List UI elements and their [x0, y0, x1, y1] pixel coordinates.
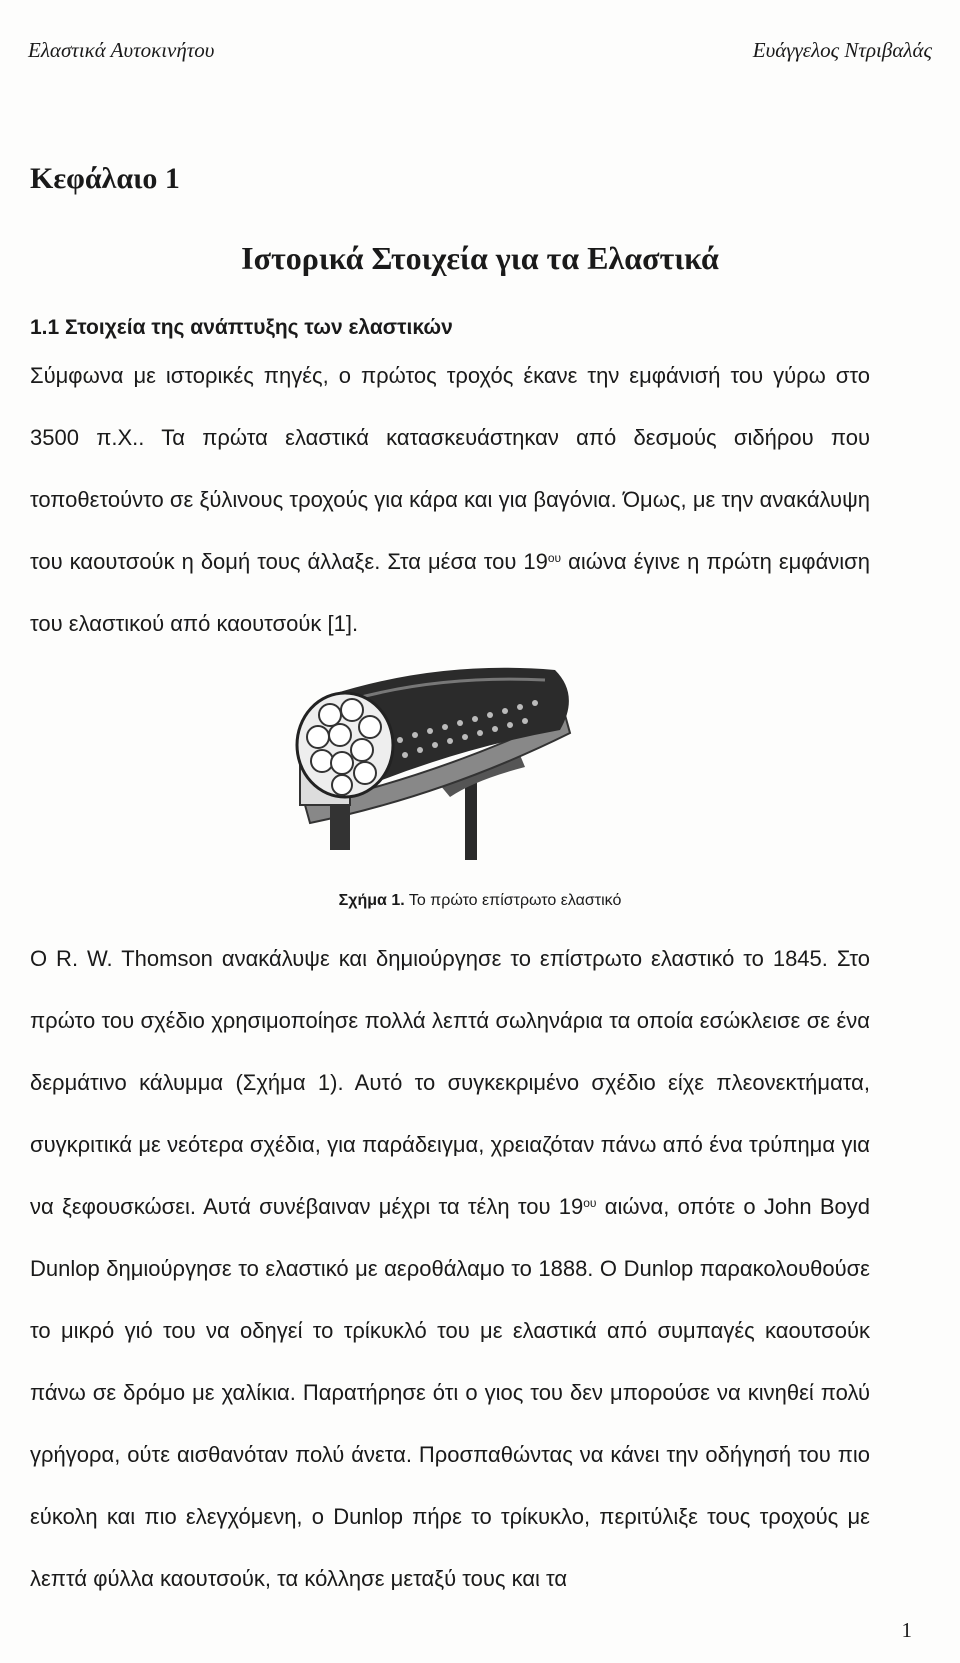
header-author: Ευάγγελος Ντριβαλάς — [752, 38, 932, 62]
figure-label: Σχήμα 1. — [338, 892, 405, 909]
paragraph-2 — [30, 928, 870, 1610]
paragraph-1-text-a: Σύμφωνα με ιστορικές πηγές, ο πρώτος τροχός έκανε την εμφάνισή του γύρω στο 3500 π.Χ.. Τα πρώτα ελαστικά κατασκευάστηκαν από δεσμούς σιδήρου που τοποθετούντο σε ξύλινους τροχούς για κάρα και για βαγόνια. Όμως, με την ανακάλυψη του καουτσούκ η δομή τους άλλαξε. Στα μέσα του 19 — [30, 363, 870, 574]
paragraph-1 — [30, 345, 870, 655]
chapter-title: Ιστορικά Στοιχεία για τα Ελαστικά — [241, 240, 719, 276]
tire-illustration — [290, 655, 590, 860]
paragraph-2-text-a: O R. W. Thomson ανακάλυψε και δημιούργησε το επίστρωτο ελαστικό το 1845. Στο πρώτο του σχέδιο χρησιμοποίησε πολλά λεπτά σωληνάρια τα οποία εσώκλεισε σε ένα δερμάτινο κάλυμμα (Σχήμα 1). Αυτό το συγκεκριμένο σχέδιο είχε πλεονεκτήματα, συγκριτικά με νεότερα σχέδια, για παράδειγμα, χρειαζόταν πάνω από ένα τρύπημα για να ξεφουσκώσει. Αυτά συνέβαιναν μέχρι τα τέλη του 19 — [30, 946, 870, 1219]
paragraph-2-text-b: αιώνα, οπότε ο John Boyd Dunlop δημιούργησε το ελαστικό με αεροθάλαμο το 1888. Ο Dunlop παρακολουθούσε το μικρό γιό του να οδηγεί το τρίκυκλό του με ελαστικά από συμπαγές καουτσούκ πάνω σε δρόμο με χαλίκια. Παρατήρησε ότι ο γιος του δεν μπορούσε να κινηθεί πολύ γρήγορα, ούτε αισθανόταν πολύ άνετα. Προσπαθώντας να κάνει την οδήγησή του πιο εύκολη και πιο ελεγχόμενη, ο Dunlop πήρε το τρίκυκλο, περιτύλιξε τους τροχούς με λεπτά φύλλα καουτσούκ, τα κόλλησε μεταξύ τους και τα — [30, 1194, 871, 1591]
section-heading: 1.1 Στοιχεία της ανάπτυξης των ελαστικών — [30, 316, 453, 339]
figure-caption — [0, 892, 960, 910]
chapter-label: Κεφάλαιο 1 — [30, 162, 180, 195]
paragraph-1-text-b: αιώνα έγινε η πρώτη εμφάνιση του ελαστικού από καουτσούκ [1]. — [30, 549, 870, 636]
figure-caption-text: Το πρώτο επίστρωτο ελαστικό — [404, 892, 622, 909]
superscript: ου — [547, 551, 562, 565]
page-number: 1 — [901, 1618, 912, 1642]
superscript: ου — [583, 1196, 597, 1210]
page-header — [28, 38, 932, 63]
header-title: Ελαστικά Αυτοκινήτου — [28, 38, 215, 62]
